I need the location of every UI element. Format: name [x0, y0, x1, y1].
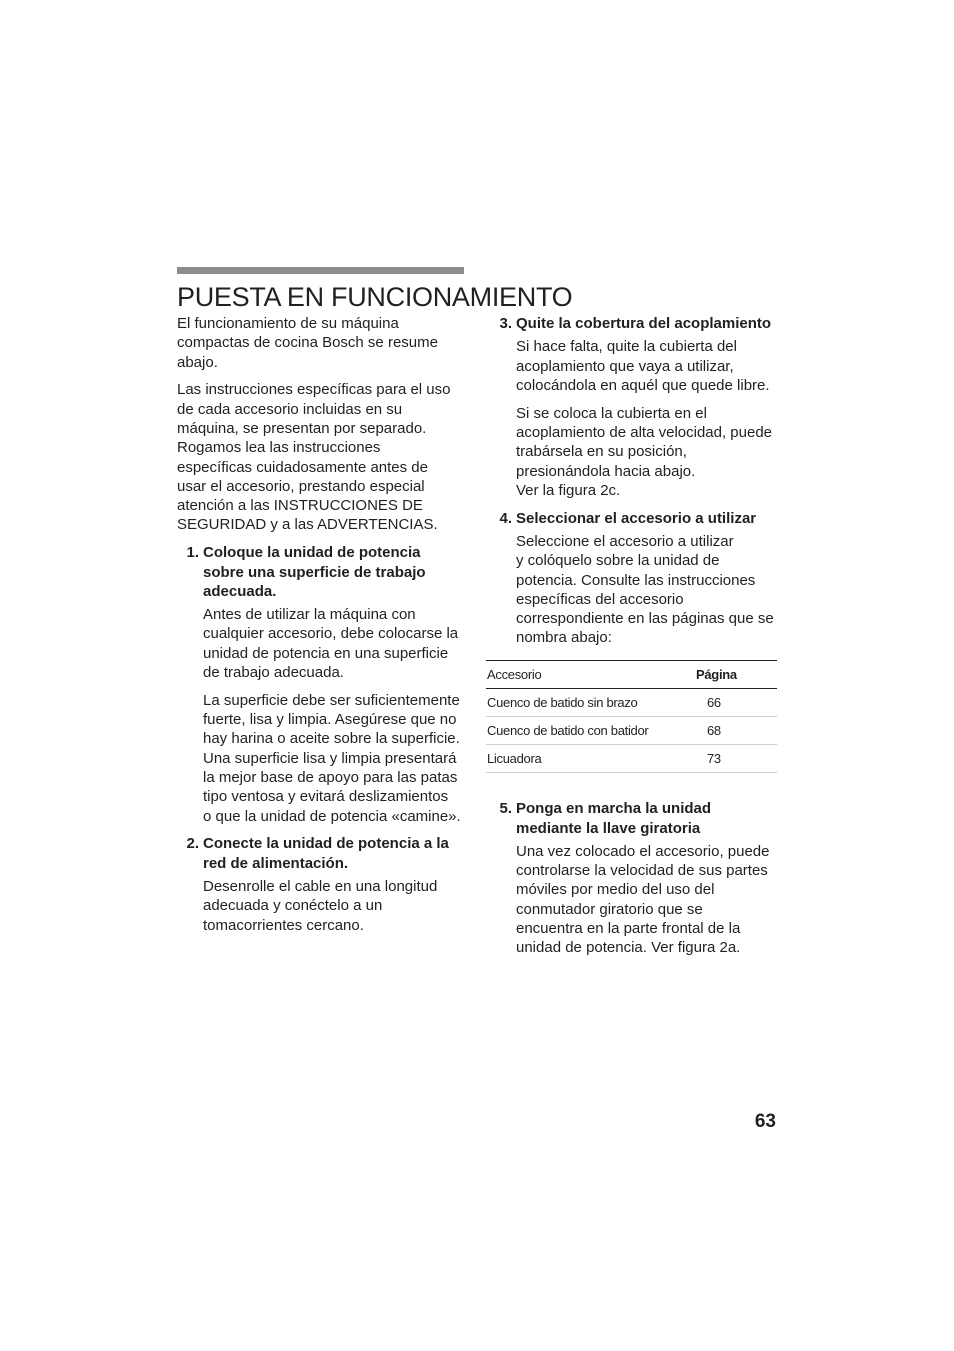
step-heading: Ponga en marcha la unidad mediante la llave giratoria — [516, 800, 712, 837]
step-heading: Seleccionar el accesorio a utilizar — [516, 509, 757, 527]
table-row — [486, 689, 777, 717]
table-header-row — [486, 661, 777, 689]
accessory-table — [486, 660, 777, 773]
step-paragraph: Seleccione el accesorio a utilizar y colóquelo sobre la unidad de potencia. Consulte las instrucciones específicas del accesorio correspondiente en las páginas que se nombra abajo: — [516, 532, 774, 647]
step-paragraph: Si hace falta, quite la cubierta del acoplamiento que vaya a utilizar, colocándola en aquél que quede libre. — [516, 338, 770, 394]
intro-paragraph-2: Las instrucciones específicas para el uso de cada accesorio incluidas en su máquina, se presentan por separado. Rogamos lea las instrucciones específicas cuidadosamente antes de usar el accesorio, prestando especial atención a las INSTRUCCIONES DE SEGURIDAD y a las ADVERTENCIAS. — [177, 381, 451, 534]
step-heading: Conecte la unidad de potencia a la red de alimentación. — [203, 835, 449, 872]
step-paragraph: La superficie debe ser suficientemente fuerte, lisa y limpia. Asegúrese que no hay harina o aceite sobre la superficie. Una superficie lisa y limpia presentará la mejor base de apoyo para las patas tipo ventosa y evitará deslizamientos o que la unidad de potencia «camine». — [203, 691, 461, 825]
step-paragraph: Si se coloca la cubierta en el acoplamiento de alta velocidad, puede trabársela en su posición, presionándola hacia abajo. Ver la figura 2c. — [516, 404, 773, 499]
step-4 — [490, 509, 782, 657]
column-header-accessory: Accesorio — [487, 667, 542, 683]
accessory-cell: Cuenco de batido sin brazo — [487, 695, 638, 711]
column-header-page: Página — [696, 667, 737, 683]
accessory-cell: Licuadora — [487, 751, 542, 767]
page-title: PUESTA EN FUNCIONAMIENTO — [177, 282, 573, 312]
step-heading: Quite la cobertura del acoplamiento — [516, 315, 772, 332]
step-2 — [177, 834, 469, 943]
step-heading: Coloque la unidad de potencia sobre una superficie de trabajo adecuada. — [203, 544, 426, 600]
section-rule — [177, 267, 464, 274]
step-3 — [490, 314, 782, 509]
table-row — [486, 717, 777, 745]
step-number: 3. — [499, 315, 512, 332]
step-number: 4. — [499, 509, 512, 527]
step-1 — [177, 543, 469, 834]
step-number: 5. — [499, 800, 512, 818]
page-cell: 66 — [707, 695, 721, 711]
step-number: 1. — [186, 544, 199, 562]
step-paragraph: Una vez colocado el accesorio, puede controlarse la velocidad de sus partes móviles por medio del uso del conmutador giratorio que se encuentra en la parte frontal de la unidad de potencia. Ver figura 2a. — [516, 842, 770, 957]
step-number: 2. — [186, 835, 199, 853]
step-paragraph: Desenrolle el cable en una longitud adecuada y conéctelo a un tomacorrientes cercano. — [203, 878, 438, 934]
step-5 — [490, 799, 782, 966]
page-cell: 68 — [707, 723, 721, 739]
left-column — [177, 314, 469, 943]
page-number: 63 — [754, 1111, 776, 1132]
right-column — [487, 314, 782, 966]
accessory-cell: Cuenco de batido con batidor — [487, 723, 649, 739]
intro-paragraph-1: El funcionamiento de su máquina compactas de cocina Bosch se resume abajo. — [177, 315, 438, 371]
table-row — [486, 745, 777, 773]
step-paragraph: Antes de utilizar la máquina con cualquier accesorio, debe colocarse la unidad de potencia en una superficie de trabajo adecuada. — [203, 606, 459, 682]
page-cell: 73 — [707, 751, 721, 767]
